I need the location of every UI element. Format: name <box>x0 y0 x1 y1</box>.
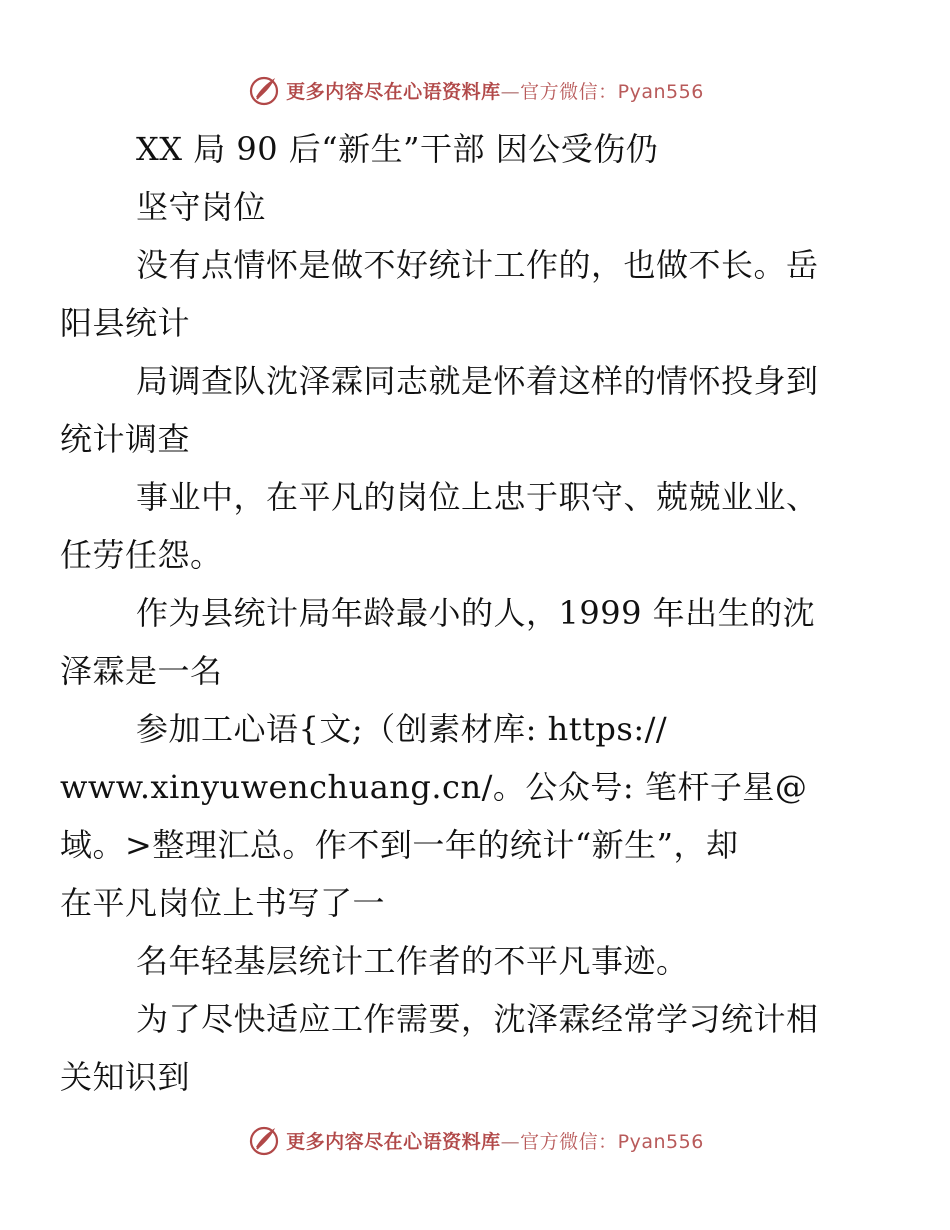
paragraph-line: 没有点情怀是做不好统计工作的，也做不长。岳 <box>136 246 819 284</box>
quill-logo-icon <box>246 1122 282 1158</box>
paragraph-line: 坚守岗位 <box>136 188 267 226</box>
banner-text <box>286 77 704 104</box>
paragraph-line: 泽霖是一名 <box>60 652 223 690</box>
paragraph-line: 参加工心语{文;（创素材库: https:// <box>136 710 668 748</box>
document-body <box>60 120 858 1106</box>
banner-contact: 官方微信：Pyan556 <box>520 80 704 103</box>
paragraph <box>60 468 858 584</box>
banner-separator: — <box>500 80 521 103</box>
paragraph-line: 关知识到 <box>60 1058 191 1096</box>
footer-banner <box>0 1120 950 1160</box>
paragraph-line: 名年轻基层统计工作者的不平凡事迹。 <box>136 942 689 980</box>
paragraph-line: 阳县统计 <box>60 304 191 342</box>
banner-separator: — <box>500 1130 521 1153</box>
paragraph <box>60 990 858 1106</box>
paragraph-line: 在平凡岗位上书写了一 <box>60 884 386 922</box>
paragraph <box>60 584 858 700</box>
paragraph-line: 任劳任怨。 <box>60 536 223 574</box>
quill-logo-icon <box>246 72 282 108</box>
paragraph <box>60 700 858 932</box>
paragraph-line: 域。>整理汇总。作不到一年的统计“新生”，却 <box>60 826 739 864</box>
banner-text <box>286 1127 704 1154</box>
paragraph-line: 统计调查 <box>60 420 191 458</box>
paragraph-line: XX 局 90 后“新生”干部 因公受伤仍 <box>136 130 659 168</box>
paragraph-line: www.xinyuwenchuang.cn/。公众号: 笔杆子星@ <box>60 768 808 806</box>
paragraph-line: 局调查队沈泽霖同志就是怀着这样的情怀投身到 <box>136 362 819 400</box>
paragraph <box>60 352 858 468</box>
banner-main-text: 更多内容尽在心语资料库 <box>286 80 501 103</box>
banner-contact: 官方微信：Pyan556 <box>520 1130 704 1153</box>
header-banner <box>0 70 950 110</box>
paragraph <box>98 178 858 236</box>
paragraph-line: 事业中，在平凡的岗位上忠于职守、兢兢业业、 <box>136 478 819 516</box>
paragraph-line: 作为县统计局年龄最小的人，1999 年出生的沈 <box>136 594 816 632</box>
paragraph <box>98 932 858 990</box>
banner-main-text: 更多内容尽在心语资料库 <box>286 1130 501 1153</box>
paragraph <box>60 236 858 352</box>
paragraph <box>98 120 858 178</box>
paragraph-line: 为了尽快适应工作需要，沈泽霖经常学习统计相 <box>136 1000 819 1038</box>
